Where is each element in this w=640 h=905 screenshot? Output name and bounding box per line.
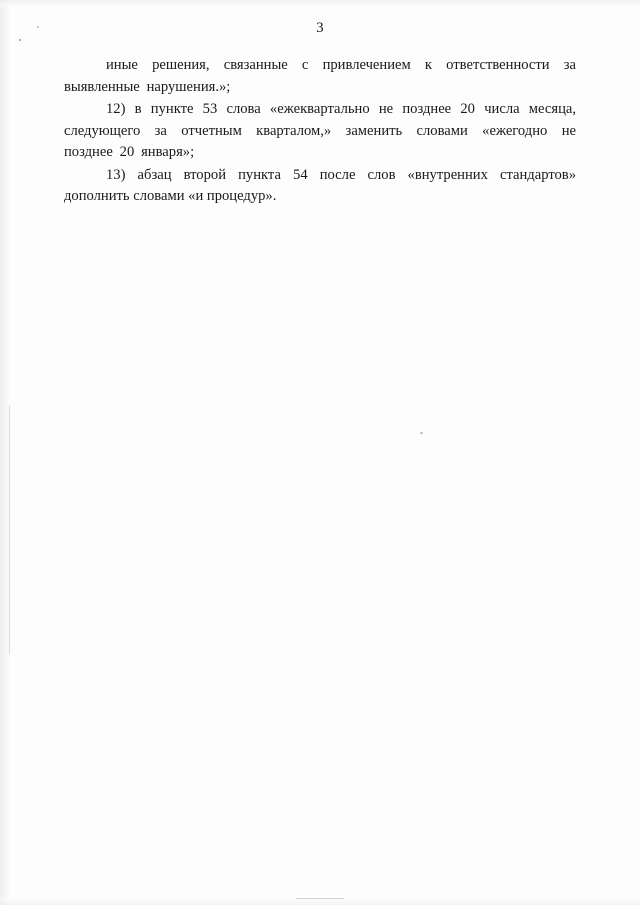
paragraph-item-13: 13) абзац второй пункта 54 после слов «внутренних стандартов» дополнить словами «и процедур». xyxy=(64,166,576,204)
scan-edge-top xyxy=(0,0,640,7)
page-number: 3 xyxy=(316,20,324,36)
page-fold-line xyxy=(9,405,10,655)
bottom-margin-mark xyxy=(296,898,344,899)
paragraph-continuation: иные решения, связанные с привлечением к ответственности за выявленные нарушения.»; xyxy=(64,57,576,95)
scan-speck xyxy=(19,39,21,41)
paragraph-item-12: 12) в пункте 53 слова «ежеквартально не позднее 20 числа месяца, следующего за отчетным кварталом,» заменить словами «ежегодно не позднее 20 января»; xyxy=(64,101,576,160)
scan-speck xyxy=(420,432,423,434)
document-body xyxy=(64,55,576,208)
